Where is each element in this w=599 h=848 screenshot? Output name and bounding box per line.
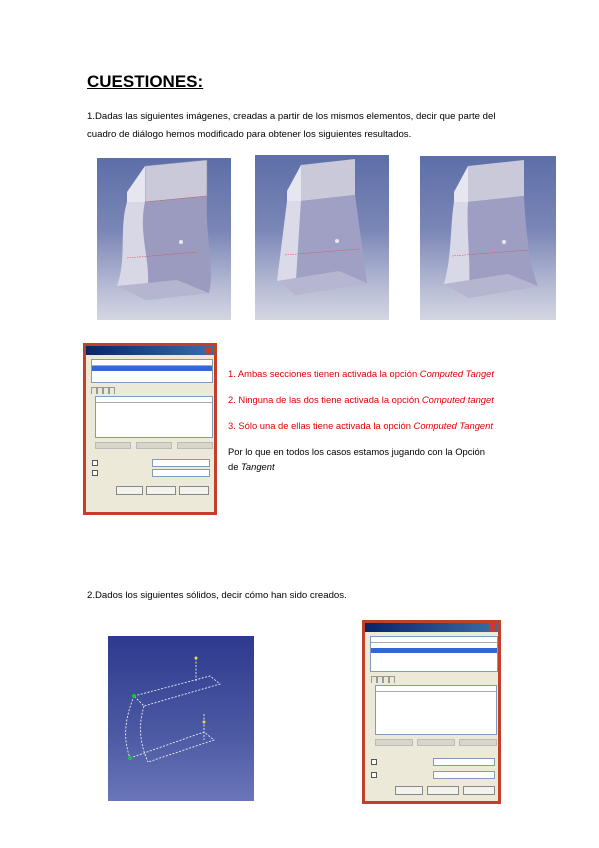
solid-image-2 — [255, 155, 389, 320]
conclusion — [228, 444, 485, 474]
answer-3-text: 3. Sólo una de ellas tiene activada la opción — [228, 420, 414, 431]
conclusion-option: Tangent — [241, 461, 275, 472]
question-1-line-1: 1.Dadas las siguientes imágenes, creadas a partir de los mismos elementos, decir que parte del — [87, 111, 496, 122]
answer-1 — [228, 368, 494, 379]
close-icon-2 — [489, 624, 496, 631]
solid-image-3 — [420, 156, 556, 320]
page-title: CUESTIONES: — [87, 72, 204, 91]
answer-2-text: 2. Ninguna de las dos tiene activada la opción — [228, 394, 422, 405]
answer-2 — [228, 394, 494, 405]
conclusion-line-1: Por lo que en todos los casos estamos jugando con la Opción — [228, 446, 485, 457]
wireframe-image — [108, 636, 254, 801]
question-1-line-2: cuadro de diálogo hemos modificado para obtener los siguientes resultados. — [87, 129, 412, 140]
question-2: 2.Dados los siguientes sólidos, decir cómo han sido creados. — [87, 590, 347, 601]
answer-3 — [228, 420, 493, 431]
answer-3-option: Computed Tangent — [413, 420, 493, 431]
conclusion-prefix: de — [228, 461, 242, 472]
question-1 — [87, 108, 527, 144]
answer-1-text: 1. Ambas secciones tienen activada la opción — [228, 368, 420, 379]
conclusion-line-2 — [228, 459, 485, 474]
dialog-screenshot-1 — [83, 343, 217, 515]
solid-image-1 — [97, 158, 231, 320]
answer-1-option: Computed Tanget — [419, 368, 494, 379]
close-icon — [205, 347, 212, 354]
dialog-screenshot-2 — [362, 620, 501, 804]
answer-2-option: Computed tanget — [421, 394, 494, 405]
